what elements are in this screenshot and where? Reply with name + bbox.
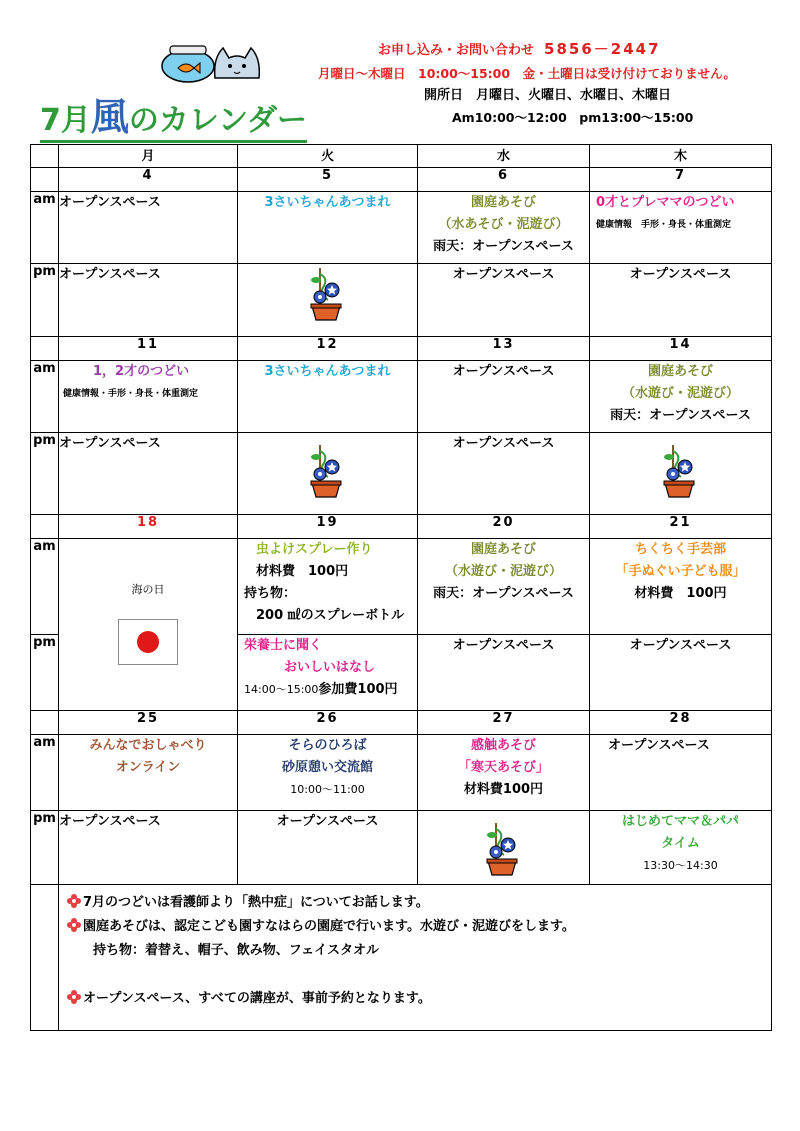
note-text: オープンスペース、すべての講座が、事前予約となります。 <box>83 991 431 1006</box>
date-cell: 28 <box>590 711 772 735</box>
event-detail: （水遊び・泥遊び） <box>444 564 562 579</box>
event-title: 0才とプレママのつどい <box>596 195 735 210</box>
slot-label-pm: pm <box>31 635 59 711</box>
weekday-thu: 木 <box>590 145 772 168</box>
event-cell <box>418 811 590 885</box>
event-title: 3さいちゃんあつまれ <box>264 195 391 210</box>
date-cell: 13 <box>418 337 590 361</box>
event-title: 虫よけスプレー作り <box>256 542 373 557</box>
slot-label-pm: pm <box>31 264 59 337</box>
event-detail: 雨天：オープンスペース <box>610 408 751 423</box>
event-title: 園庭あそび <box>470 542 536 557</box>
title-suffix: のカレンダー <box>128 103 307 138</box>
event-title: オープンスペース <box>276 814 379 829</box>
morning-glory-pot-icon <box>661 443 701 499</box>
event-title: はじめてママ＆パパ <box>621 814 739 829</box>
event-cell <box>418 264 590 337</box>
weekday-wed: 水 <box>418 145 590 168</box>
event-detail: 「寒天あそび」 <box>457 760 549 775</box>
contact-label: お申し込み・お問い合わせ <box>378 43 535 58</box>
event-title: 1，2才のつどい <box>93 364 190 379</box>
date-cell: 14 <box>590 337 772 361</box>
slot-label-am: am <box>31 192 59 264</box>
opening-hours: Am10:00～12:00 pm13:00～15:00 <box>452 110 694 125</box>
japan-flag-icon <box>118 619 178 665</box>
note-line <box>67 915 771 939</box>
event-cell <box>418 539 590 635</box>
event-cell <box>590 192 772 264</box>
event-title: オープンスペース <box>452 364 555 379</box>
event-cell <box>59 264 238 337</box>
am-row <box>31 192 772 264</box>
reception-hours: 月曜日～木曜日 10:00～15:00 金・土曜日は受け付けておりません。 <box>318 66 736 81</box>
event-cell <box>590 539 772 635</box>
event-title: オープンスペース <box>452 436 555 451</box>
note-line <box>67 891 771 915</box>
event-title: オープンスペース <box>59 195 161 210</box>
event-detail: 200 ㎖のスプレーボトル <box>256 608 405 623</box>
event-cell <box>418 192 590 264</box>
slot-label-am: am <box>31 735 59 811</box>
event-cell <box>238 192 418 264</box>
event-title: オープンスペース <box>59 436 161 451</box>
event-title: オープンスペース <box>452 267 555 282</box>
event-time: 13:30～14:30 <box>643 859 718 872</box>
slot-label-pm: pm <box>31 433 59 515</box>
am-row <box>31 539 772 635</box>
morning-glory-pot-icon <box>308 266 348 322</box>
phone-number: 5856－2447 <box>544 40 661 58</box>
morning-glory-pot-icon <box>484 821 524 877</box>
event-title: 3さいちゃんあつまれ <box>264 364 391 379</box>
corner-cell <box>31 145 59 168</box>
calendar-grid <box>30 144 771 1006</box>
event-title: ちくちく手芸部 <box>634 542 726 557</box>
title-kaze: 風 <box>90 95 129 139</box>
event-cell <box>418 635 590 711</box>
event-cell <box>418 361 590 433</box>
date-cell: 5 <box>238 168 418 192</box>
event-cell <box>590 433 772 515</box>
event-detail: （水あそび・泥遊び） <box>438 217 569 232</box>
event-title: オープンスペース <box>629 638 732 653</box>
event-detail: 健康情報 手形・身長・体重測定 <box>596 220 732 230</box>
event-cell <box>238 735 418 811</box>
event-detail: 持ち物： <box>244 586 297 601</box>
event-detail: 「手ぬぐい子ども服」 <box>615 564 746 579</box>
event-cell <box>590 264 772 337</box>
event-cell <box>418 735 590 811</box>
event-title: みんなでおしゃべり <box>89 738 207 753</box>
event-detail: おいしいはなし <box>284 660 376 675</box>
date-cell: 11 <box>59 337 238 361</box>
date-cell: 12 <box>238 337 418 361</box>
event-detail: 材料費100円 <box>463 782 544 797</box>
date-cell: 27 <box>418 711 590 735</box>
title-underline <box>40 140 307 143</box>
notes-box <box>59 885 772 1031</box>
event-detail: オンライン <box>115 760 181 775</box>
notes-row <box>31 885 772 1031</box>
date-row <box>31 168 772 192</box>
event-detail: （水遊び・泥遊び） <box>621 386 739 401</box>
event-detail <box>244 679 417 701</box>
weekday-mon: 月 <box>59 145 238 168</box>
date-cell: 6 <box>418 168 590 192</box>
open-days: 開所日 月曜日、火曜日、水曜日、木曜日 <box>424 88 672 103</box>
weekday-tue: 火 <box>238 145 418 168</box>
event-cell <box>238 361 418 433</box>
event-detail: 材料費 100円 <box>634 586 727 601</box>
slot-label-am: am <box>31 361 59 433</box>
date-row <box>31 711 772 735</box>
am-row <box>31 361 772 433</box>
note-line <box>67 987 771 1011</box>
event-title: 栄養士に聞く <box>244 638 323 653</box>
event-time: 10:00～11:00 <box>290 783 365 796</box>
pm-row <box>31 811 772 885</box>
event-title: そらのひろば <box>288 738 367 753</box>
event-detail: タイム <box>661 836 700 851</box>
weekday-header-row <box>31 145 772 168</box>
flower-bullet-icon <box>67 918 81 932</box>
flower-bullet-icon <box>67 990 81 1004</box>
date-row <box>31 515 772 539</box>
event-cell <box>238 433 418 515</box>
date-cell: 19 <box>238 515 418 539</box>
event-cell <box>590 635 772 711</box>
event-cell <box>418 433 590 515</box>
event-title: オープンスペース <box>629 267 732 282</box>
event-detail: 雨天：オープンスペース <box>433 239 574 254</box>
page-title <box>40 86 307 141</box>
event-cell <box>590 735 772 811</box>
note-text: 7月のつどいは看護師より「熱中症」についてお話します。 <box>83 895 429 910</box>
note-line <box>67 939 771 963</box>
flower-bullet-icon <box>67 894 81 908</box>
event-detail: 砂原憩い交流館 <box>281 760 373 775</box>
event-cell <box>59 735 238 811</box>
event-cell <box>590 361 772 433</box>
holiday-name: 海の日 <box>131 583 165 596</box>
event-detail: 材料費 100円 <box>256 564 349 579</box>
date-cell: 25 <box>59 711 238 735</box>
event-title: オープンスペース <box>452 638 555 653</box>
event-title: 感触あそび <box>470 738 536 753</box>
event-title: オープンスペース <box>608 738 710 753</box>
contact-line <box>378 38 661 59</box>
note-text: 園庭あそびは、認定こども園すなはらの園庭で行います。水遊び・泥遊びをします。 <box>83 919 575 934</box>
date-cell: 21 <box>590 515 772 539</box>
event-cell <box>59 433 238 515</box>
fishbowl-cat-mascot-icon <box>160 38 260 84</box>
date-cell: 20 <box>418 515 590 539</box>
am-row <box>31 735 772 811</box>
event-title: 園庭あそび <box>470 195 536 210</box>
pm-row <box>31 264 772 337</box>
event-cell <box>59 811 238 885</box>
event-detail: 雨天：オープンスペース <box>433 586 574 601</box>
date-cell: 4 <box>59 168 238 192</box>
event-cell <box>238 264 418 337</box>
event-cell <box>59 361 238 433</box>
pm-row <box>31 433 772 515</box>
event-title: オープンスペース <box>59 267 161 282</box>
date-row <box>31 337 772 361</box>
event-title: 園庭あそび <box>647 364 713 379</box>
event-cell <box>238 635 418 711</box>
date-cell: 26 <box>238 711 418 735</box>
morning-glory-pot-icon <box>308 443 348 499</box>
date-cell: 7 <box>590 168 772 192</box>
date-cell-holiday: 18 <box>59 515 238 539</box>
event-detail: 健康情報・手形・身長・体重測定 <box>63 389 199 399</box>
event-cell <box>238 811 418 885</box>
event-cell <box>238 539 418 635</box>
event-cell <box>590 811 772 885</box>
event-time: 14:00～15:00 <box>244 683 319 696</box>
event-cell <box>59 192 238 264</box>
event-title: オープンスペース <box>59 814 161 829</box>
note-text: 持ち物：着替え、帽子、飲み物、フェイスタオル <box>93 943 380 958</box>
holiday-cell <box>59 539 238 711</box>
slot-label-am: am <box>31 539 59 635</box>
title-month: 7月 <box>40 103 91 138</box>
slot-label-pm: pm <box>31 811 59 885</box>
event-fee: 参加費100円 <box>318 682 398 697</box>
